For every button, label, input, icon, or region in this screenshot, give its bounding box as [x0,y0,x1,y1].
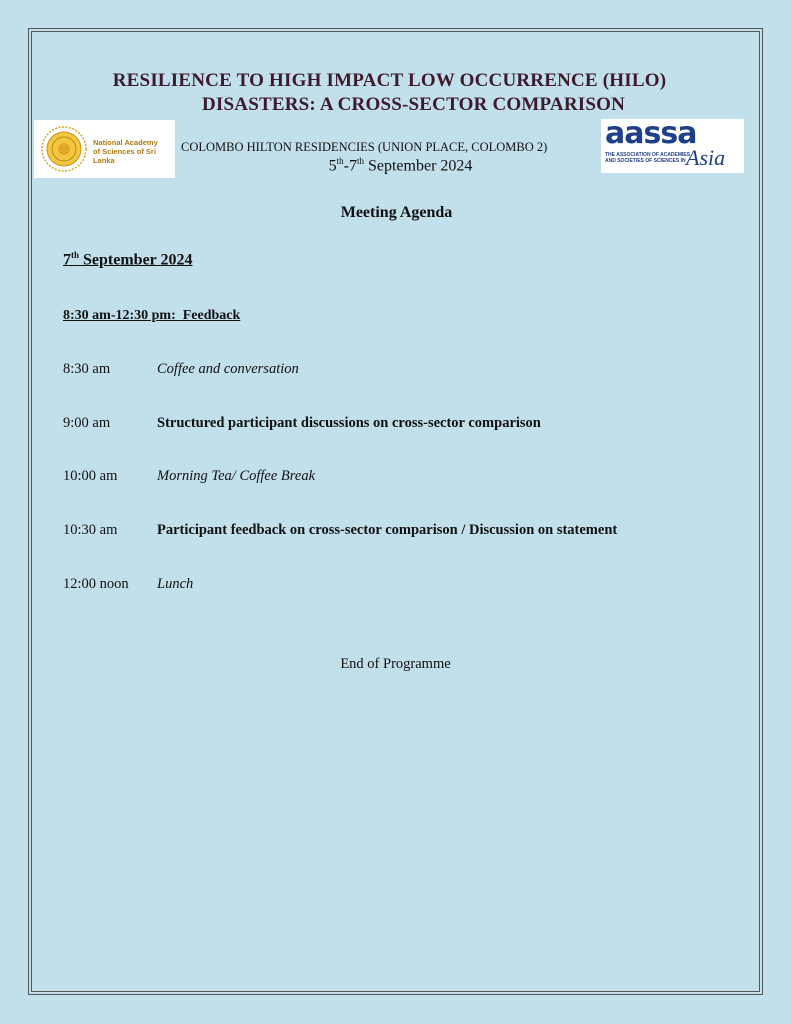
session-heading: 8:30 am-12:30 pm: Feedback [63,308,241,323]
agenda-desc: Coffee and conversation [157,361,299,377]
agenda-desc: Morning Tea/ Coffee Break [157,468,316,484]
aassa-asia: Asia [686,145,726,170]
agenda-time: 12:00 noon [63,576,129,592]
nas-logo-text: National Academy of Sciences of Sri Lanka [93,138,158,165]
agenda-desc: Structured participant discussions on cross-sector comparison [157,415,541,431]
agenda-time: 9:00 am [63,415,111,431]
title-line-2: DISASTERS: A CROSS-SECTOR COMPARISON [201,94,625,115]
agenda-desc: Lunch [157,576,194,592]
aassa-wordmark: aassa [605,116,697,151]
agenda-time: 10:00 am [63,468,118,484]
title-line-1: RESILIENCE TO HIGH IMPACT LOW OCCURRENCE (HILO) [112,70,667,91]
aassa-subtitle: THE ASSOCIATION OF ACADEMIES AND SOCIETIES OF SCIENCES IN [605,152,691,164]
end-of-programme: End of Programme [340,656,451,672]
agenda-desc: Participant feedback on cross-sector comparison / Discussion on statement [157,522,618,538]
day-heading: 7th September 2024 [63,250,193,269]
venue: COLOMBO HILTON RESIDENCIES (UNION PLACE, COLOMBO 2) [181,140,548,154]
agenda-time: 8:30 am [63,361,111,377]
event-dates: 5th-7th September 2024 [328,156,473,175]
agenda-heading: Meeting Agenda [340,204,453,221]
agenda-time: 10:30 am [63,522,118,538]
